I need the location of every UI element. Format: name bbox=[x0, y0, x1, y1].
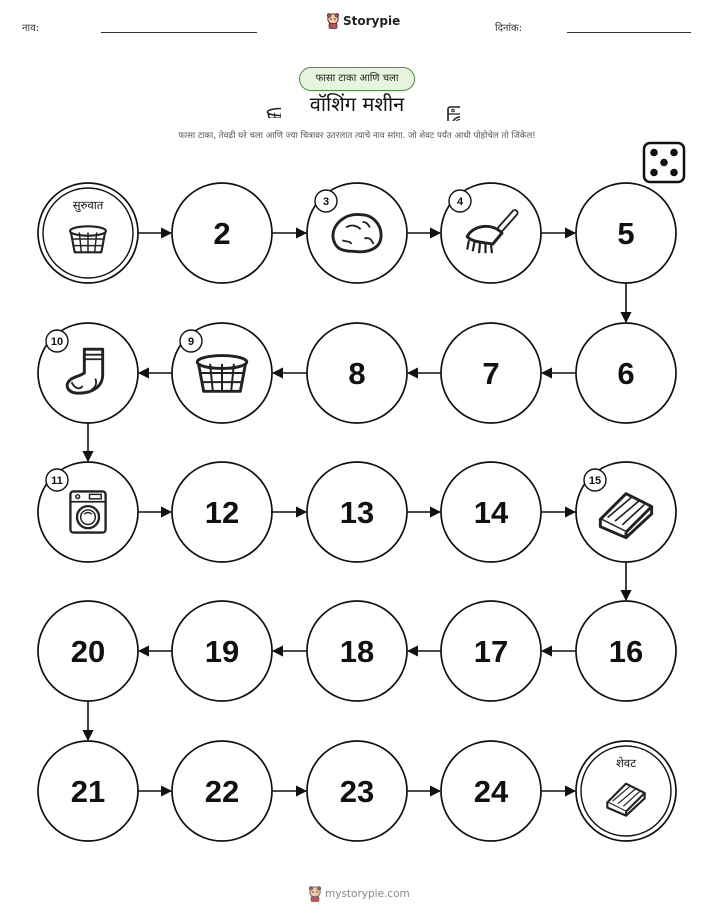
cell-number: 18 bbox=[339, 634, 375, 669]
board-cell-11 bbox=[38, 462, 138, 562]
board-cell-21 bbox=[38, 741, 138, 841]
board-cell-14 bbox=[441, 462, 541, 562]
board-cell-4 bbox=[441, 183, 541, 283]
page-title: वॉशिंग मशीन bbox=[309, 92, 405, 116]
cell-number: 6 bbox=[617, 356, 635, 391]
cell-number: 17 bbox=[473, 634, 509, 669]
date-label: दिनांक: bbox=[495, 23, 523, 34]
board-cell-13 bbox=[307, 462, 407, 562]
board-cell-7 bbox=[441, 323, 541, 423]
cell-number: 4 bbox=[456, 196, 464, 208]
cell-number: 10 bbox=[50, 336, 64, 348]
brand-name: Storypie bbox=[343, 14, 401, 28]
cell-number: 21 bbox=[70, 774, 106, 809]
basket-icon bbox=[197, 356, 247, 392]
cell-number: 20 bbox=[70, 634, 106, 669]
board-cell-25 bbox=[576, 741, 676, 841]
board-cell-15 bbox=[576, 462, 676, 562]
dice-pip bbox=[650, 169, 658, 177]
cell-number: 15 bbox=[588, 475, 602, 487]
storypie-mascot-icon bbox=[308, 886, 322, 902]
board-cell-12 bbox=[172, 462, 272, 562]
board-cell-22 bbox=[172, 741, 272, 841]
dice-pip bbox=[670, 149, 678, 157]
cell-number: 11 bbox=[51, 475, 63, 487]
cell-label: सुरुवात bbox=[72, 200, 104, 212]
cell-number: 16 bbox=[608, 634, 644, 669]
cell-number: 23 bbox=[339, 774, 375, 809]
footer-url: mystorypie.com bbox=[325, 888, 410, 900]
dice bbox=[644, 143, 684, 182]
board-cell-20 bbox=[38, 601, 138, 701]
cell-number: 24 bbox=[473, 774, 509, 809]
board-cell-10 bbox=[38, 323, 138, 423]
board-cell-2 bbox=[172, 183, 272, 283]
instructions-text: फासा टाका, तेवढी घरे चला आणि ज्या चित्रावर उतरलात त्याचे नाव सांगा. जो शेवट पर्यंत आधी पोहोचेल तो जिंकेल! bbox=[178, 131, 536, 141]
cell-number: 9 bbox=[187, 336, 195, 348]
cell-number: 8 bbox=[348, 356, 366, 391]
footer bbox=[308, 886, 410, 902]
board-cell-9 bbox=[172, 323, 272, 423]
cell-number: 2 bbox=[213, 216, 231, 251]
board-cell-18 bbox=[307, 601, 407, 701]
game-type-badge: फासा टाका आणि चला bbox=[299, 67, 415, 91]
board-cells bbox=[38, 183, 676, 841]
board-cell-6 bbox=[576, 323, 676, 423]
cell-number: 19 bbox=[204, 634, 240, 669]
cell-number: 3 bbox=[322, 196, 330, 208]
cell-number: 13 bbox=[339, 495, 375, 530]
basket-icon bbox=[70, 226, 106, 252]
board-cell-8 bbox=[307, 323, 407, 423]
name-label: नाव: bbox=[22, 23, 40, 34]
board-cell-3 bbox=[307, 183, 407, 283]
cell-number: 5 bbox=[617, 216, 635, 251]
board-cell-1 bbox=[38, 183, 138, 283]
stone-icon bbox=[333, 214, 381, 251]
dice-pip bbox=[660, 159, 668, 167]
dice-pip bbox=[650, 149, 658, 157]
cell-number: 7 bbox=[482, 356, 500, 391]
board-cell-17 bbox=[441, 601, 541, 701]
cell-number: 12 bbox=[204, 495, 240, 530]
board-cell-23 bbox=[307, 741, 407, 841]
cell-number: 22 bbox=[204, 774, 240, 809]
board-cell-16 bbox=[576, 601, 676, 701]
dice-pip bbox=[670, 169, 678, 177]
washing-machine-icon bbox=[70, 491, 105, 532]
board-cell-24 bbox=[441, 741, 541, 841]
board-cell-19 bbox=[172, 601, 272, 701]
cell-label: शेवट bbox=[615, 758, 637, 770]
cell-number: 14 bbox=[473, 495, 509, 530]
board-cell-5 bbox=[576, 183, 676, 283]
